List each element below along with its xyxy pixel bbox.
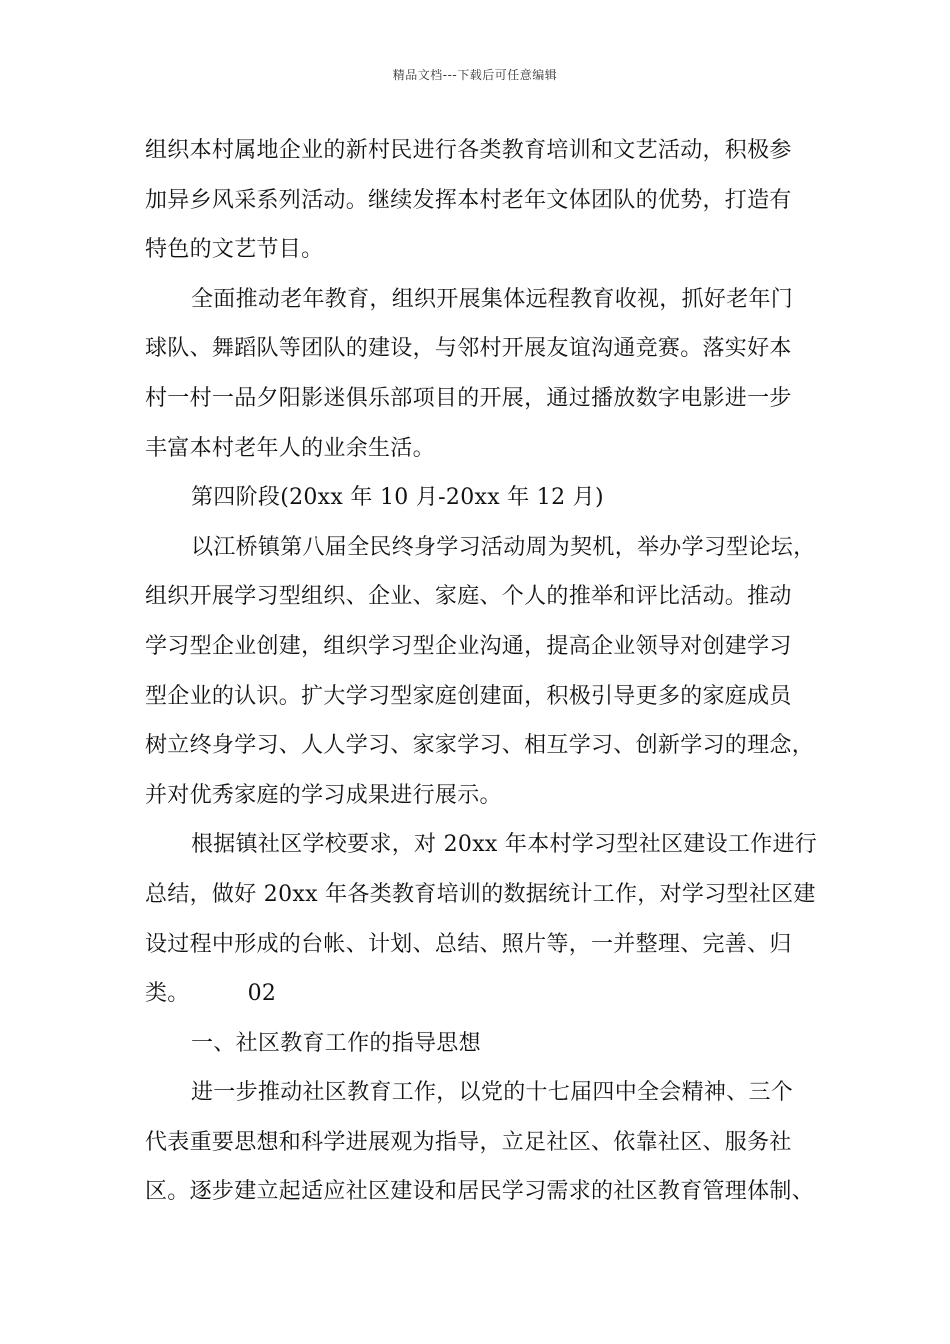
section-heading: 一、社区教育工作的指导思想 <box>191 1030 481 1056</box>
paragraph-line: 球队、舞蹈队等团队的建设，与邻村开展友谊沟通竞赛。落实好本 <box>145 336 792 362</box>
paragraph-line: 进一步推动社区教育工作，以党的十七届四中全会精神、三个 <box>191 1080 794 1106</box>
paragraph-line: 丰富本村老年人的业余生活。 <box>145 435 435 461</box>
paragraph-line: 组织开展学习型组织、企业、家庭、个人的推举和评比活动。推动 <box>145 584 792 610</box>
paragraph-line-with-number <box>145 969 825 1019</box>
paragraph-line: 并对优秀家庭的学习成果进行展示。 <box>145 782 502 808</box>
paragraph-line: 代表重要思想和科学进展观为指导，立足社区、依靠社区、服务社 <box>145 1129 792 1155</box>
paragraph-line: 村一村一品夕阳影迷俱乐部项目的开展，通过播放数字电影进一步 <box>145 385 792 411</box>
paragraph-line: 组织本村属地企业的新村民进行各类教育培训和文艺活动，积极参 <box>145 138 792 163</box>
paragraph-text: 类。 <box>145 981 190 1007</box>
paragraph-line: 根据镇社区学校要求，对 20xx 年本村学习型社区建设工作进行 <box>191 832 818 858</box>
paragraph-line: 特色的文艺节目。 <box>145 237 324 263</box>
paragraph-line: 树立终身学习、人人学习、家家学习、相互学习、创新学习的理念， <box>145 733 815 759</box>
paragraph-line: 学习型企业创建，组织学习型企业沟通，提高企业领导对创建学习 <box>145 633 792 659</box>
section-number: 02 <box>247 981 277 1007</box>
paragraph-line: 全面推动老年教育，组织开展集体远程教育收视，抓好老年门 <box>191 286 794 312</box>
document-body <box>145 126 825 1217</box>
paragraph-line: 区。逐步建立起适应社区建设和居民学习需求的社区教育管理体制、 <box>145 1179 815 1205</box>
paragraph-line: 设过程中形成的台帐、计划、总结、照片等，一并整理、完善、归 <box>145 931 792 957</box>
paragraph-line: 总结，做好 20xx 年各类教育培训的数据统计工作，对学习型社区建 <box>145 881 816 907</box>
section-heading: 第四阶段(20xx 年 10 月-20xx 年 12 月) <box>191 485 604 511</box>
paragraph-line: 以江桥镇第八届全民终身学习活动周为契机，举办学习型论坛， <box>191 534 816 560</box>
paragraph-line: 型企业的认识。扩大学习型家庭创建面，积极引导更多的家庭成员 <box>145 683 792 709</box>
page-header: 精品文档---下载后可任意编辑 <box>392 68 558 82</box>
paragraph-line: 加异乡风采系列活动。继续发挥本村老年文体团队的优势，打造有 <box>145 187 792 213</box>
